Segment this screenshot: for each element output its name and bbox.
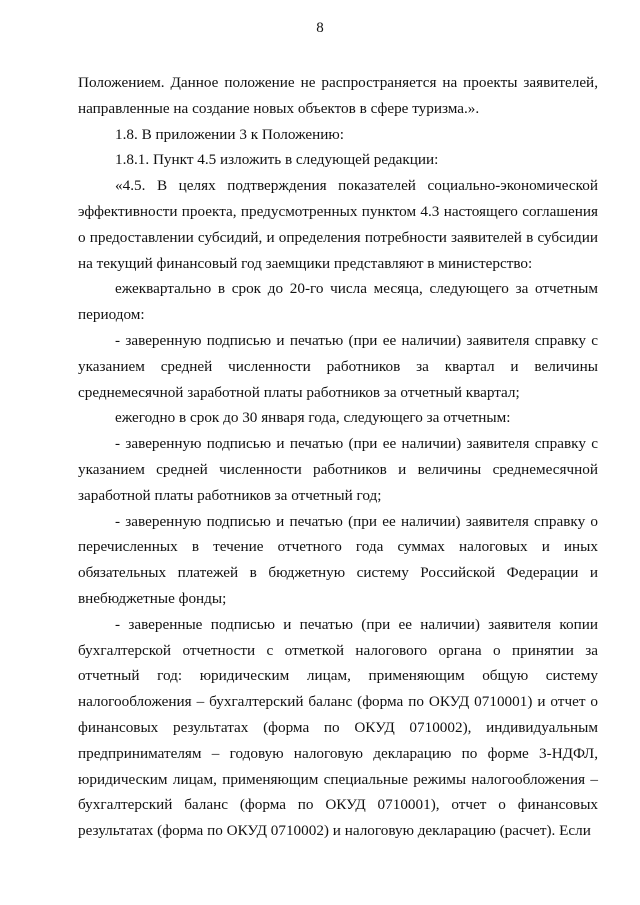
paragraph-7: ежегодно в срок до 30 января года, следующего за отчетным: xyxy=(115,409,511,427)
paragraph-6: - заверенную подписью и печатью (при ее наличии) заявителя справку с указанием средней численности работников за квартал и величины среднемесячной заработной платы работников за отчетный квартал; xyxy=(78,331,598,401)
paragraph-4: «4.5. В целях подтверждения показателей социально-экономической эффективности проекта, предусмотренных пунктом 4.3 настоящего соглашения о предоставлении субсидий, и определения потребности заявителей в субсидии на текущий финансовый год заемщики представляют в министерство: xyxy=(78,177,598,272)
paragraph-3: 1.8.1. Пункт 4.5 изложить в следующей редакции: xyxy=(115,151,439,169)
document-body xyxy=(78,70,598,844)
paragraph-10: - заверенные подписью и печатью (при ее наличии) заявителя копии бухгалтерской отчетности с отметкой налогового органа о принятии за отчетный год: юридическим лицам, применяющим общую систему налогообложения – бухгалтерский баланс (форма по ОКУД 0710001) и отчет о финансовых результатах (форма по ОКУД 0710002), индивидуальным предпринимателям – годовую налоговую декларацию по форме 3-НДФЛ, юридическим лицам, применяющим специальные режимы налогообложения – бухгалтерский баланс (форма по ОКУД 0710001), отчет о финансовых результатах (форма по ОКУД 0710002) и налоговую декларацию (расчет). Если xyxy=(78,615,598,840)
paragraph-2: 1.8. В приложении 3 к Положению: xyxy=(115,125,344,143)
paragraph-8: - заверенную подписью и печатью (при ее наличии) заявителя справку с указанием средней численности работников и величины среднемесячной заработной платы работников за отчетный год; xyxy=(78,435,598,504)
page-number: 8 xyxy=(316,20,324,36)
paragraph-9: - заверенную подписью и печатью (при ее наличии) заявителя справку о перечисленных в течение отчетного года суммах налоговых и иных обязательных платежей в бюджетную систему Российской Федерации и внебюджетные фонды; xyxy=(78,512,598,607)
paragraph-1: Положением. Данное положение не распространяется на проекты заявителей, направленные на создание новых объектов в сфере туризма.». xyxy=(78,74,598,117)
paragraph-5: ежеквартально в срок до 20-го числа месяца, следующего за отчетным периодом: xyxy=(78,280,598,324)
